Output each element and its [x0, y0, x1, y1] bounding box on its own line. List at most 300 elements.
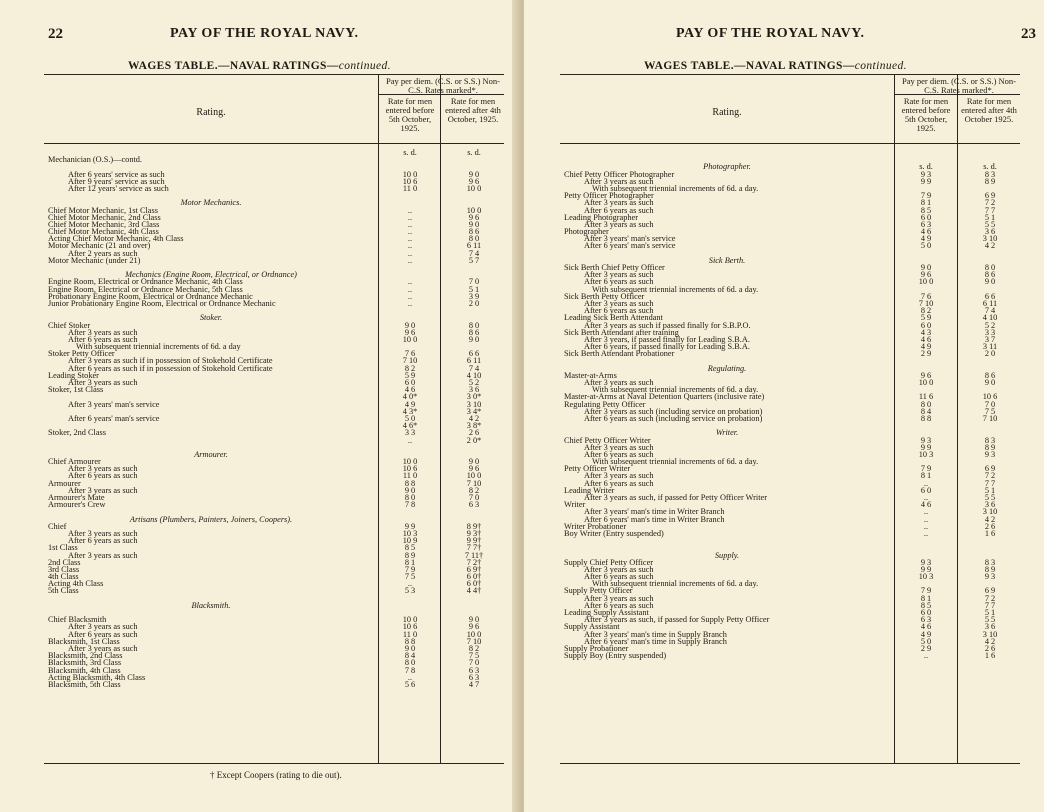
rating-label: Motor Mechanic (21 and over): [48, 241, 151, 251]
table-row: [48, 494, 504, 501]
rate-before: 9 0: [404, 320, 416, 330]
rate-before: 9 9: [920, 442, 932, 452]
rate-after: 9 0: [468, 219, 480, 229]
rating-label: After 3 years' man's time in Writer Branch: [584, 507, 725, 517]
rate-after: 8 3: [984, 169, 996, 179]
rate-before: 7 10: [918, 298, 934, 308]
rate-after: 7 10: [466, 636, 482, 646]
rate-after: 2 0: [468, 298, 480, 308]
rating-label: Leading Supply Assistant: [564, 608, 649, 617]
rating-label: Engine Room, Electrical or Ordnance Mechanic, 5th Class: [48, 284, 243, 294]
table-row: [564, 494, 1020, 501]
rating-label: Supply Assistant: [564, 622, 620, 632]
rate-after: 6 3: [468, 665, 480, 675]
rate-before: 5 0: [920, 241, 932, 251]
rate-after: 3 9: [468, 291, 480, 301]
table-row: [48, 573, 504, 580]
rate-before: 8 8: [920, 413, 932, 423]
rating-label: Boy Writer (Entry suspended): [564, 528, 664, 538]
rate-after: 6 0†: [466, 579, 482, 589]
rating-label: Acting 4th Class: [48, 579, 104, 589]
rating-label: After 3 years as such: [68, 464, 138, 474]
rating-label: After 3 years' man's service: [68, 399, 160, 409]
rate-after: 10 0: [466, 629, 482, 639]
rating-label: After 3 years as such, if passed for Petty Officer Writer: [584, 493, 767, 502]
rate-before: 4 6: [920, 227, 932, 237]
rate-before: 9 9: [404, 521, 416, 531]
rate-after: 6 11: [466, 356, 482, 366]
rating-label: After 6 years as such: [584, 600, 654, 610]
rating-label: Supply Boy (Entry suspended): [564, 651, 667, 661]
rating-label: Blacksmith, 3rd Class: [48, 658, 122, 668]
rate-before: 6 0: [920, 608, 932, 617]
table-row: [564, 350, 1020, 357]
page-number: 22: [48, 26, 63, 42]
rate-after: 6 11: [982, 298, 998, 308]
table-row: [48, 429, 504, 436]
rate-after: 6 9†: [466, 564, 482, 574]
rating-label: Blacksmith, 2nd Class: [48, 651, 123, 661]
table-row: [48, 192, 504, 199]
rate-before: 8 8: [404, 478, 416, 488]
rating-label: After 6 years as such: [68, 471, 138, 481]
rate-after: 7 4: [984, 306, 996, 316]
rate-after: 2 6: [468, 428, 480, 438]
rate-after: 9 3: [984, 449, 996, 459]
table-row: [564, 415, 1020, 422]
rate-after: 3 10: [982, 629, 998, 639]
rate-before: 10 0: [402, 334, 418, 344]
rate-after: 6 9: [984, 464, 996, 474]
col-after-header: Rate for men entered after 4th October, 1925.: [445, 96, 501, 124]
section-heading: Supply.: [714, 550, 740, 560]
rate-before: 6 0: [920, 320, 932, 330]
rate-after: 8 6: [468, 227, 480, 237]
rating-label: Sick Berth Chief Petty Officer: [564, 263, 665, 272]
rating-label: After 6 years as such: [584, 572, 654, 582]
rate-before: 10 0: [918, 277, 934, 287]
rate-before: 4 6: [404, 385, 416, 395]
section-heading: Artisans (Plumbers, Painters, Joiners, Coopers).: [129, 514, 293, 524]
table-row: [48, 609, 504, 616]
rating-label: Chief Motor Mechanic, 1st Class: [48, 205, 158, 215]
table-row: [48, 300, 504, 307]
rating-label: With subsequent triennial increments of 6d. a day.: [592, 579, 759, 589]
rate-before: 5 0: [404, 413, 416, 423]
rate-before: 6 0: [920, 212, 932, 222]
rating-label: Stoker, 1st Class: [48, 385, 104, 395]
rate-before: 8 0: [404, 658, 416, 668]
rating-header: Rating.: [196, 107, 226, 118]
rating-label: After 3 years as such: [68, 643, 138, 653]
rating-label: Chief Motor Mechanic, 4th Class: [48, 227, 159, 237]
rate-before: 9 0: [920, 263, 932, 272]
table-row: [48, 559, 504, 566]
rating-label: With subsequent triennial increments of 6d. a day.: [592, 457, 759, 467]
rate-after: 7 10: [466, 478, 482, 488]
rate-after: 10 0: [466, 205, 482, 215]
rate-after: 7 2: [984, 198, 996, 208]
rate-before: ..: [407, 672, 413, 682]
rate-before: 10 3: [918, 572, 934, 582]
rating-label: Leading Photographer: [564, 212, 638, 222]
rate-after: 3 11: [982, 342, 998, 352]
rate-before: 6 3: [920, 615, 932, 625]
rating-label: Writer: [564, 500, 586, 510]
rate-after: 5 5: [984, 493, 996, 502]
rate-before: 8 5: [920, 600, 932, 610]
rate-before: ..: [407, 234, 413, 244]
table-row: [48, 415, 504, 422]
rating-label: Supply Chief Petty Officer: [564, 557, 654, 567]
table-row: [564, 422, 1020, 429]
rating-label: Sick Berth Attendant after training: [564, 327, 679, 337]
rate-after: 3 10: [982, 234, 998, 244]
rate-after: 7 0: [468, 277, 480, 287]
rate-before: ..: [923, 651, 929, 661]
rating-label: 4th Class: [48, 572, 79, 582]
rate-after: 8 2: [468, 643, 480, 653]
col-after-header: Rate for men entered after 4th October 1925.: [961, 96, 1017, 124]
rate-after: 3 0*: [466, 392, 482, 402]
rate-before: 10 6: [402, 622, 418, 632]
rate-before: 2 9: [920, 643, 932, 653]
running-head: PAY OF THE ROYAL NAVY.: [170, 26, 359, 41]
rating-label: After 3 years as such: [584, 564, 654, 574]
rating-label: After 3 years as such: [68, 485, 138, 495]
table-row: [48, 401, 504, 408]
table-row: [564, 242, 1020, 249]
rate-before: ..: [407, 241, 413, 251]
rate-before: 6 0: [920, 485, 932, 495]
rating-label: Leading Writer: [564, 485, 615, 495]
rating-label: Armourer's Mate: [48, 493, 105, 502]
rate-after: 7 7: [984, 600, 996, 610]
rate-after: 6 11: [466, 241, 482, 251]
rating-label: Stoker Petty Officer: [48, 349, 115, 359]
rating-label: Regulating Petty Officer: [564, 399, 646, 409]
rating-label: After 6 years' man's service: [584, 241, 676, 251]
rate-after: 5 5: [984, 219, 996, 229]
rating-label: Supply Petty Officer: [564, 586, 633, 596]
table-row: [48, 307, 504, 314]
rating-label: Junior Probationary Engine Room, Electrical or Ordnance Mechanic: [48, 298, 276, 308]
table-row: [48, 587, 504, 594]
rate-after: 2 0: [984, 349, 996, 359]
table-row: [564, 638, 1020, 645]
rating-label: Chief Petty Officer Photographer: [564, 169, 675, 179]
rate-after: 7 10: [982, 413, 998, 423]
rate-before: 5 0: [920, 636, 932, 646]
rating-label: After 3 years as such: [68, 378, 138, 387]
rating-label: 3rd Class: [48, 564, 80, 574]
right-page: [524, 0, 1044, 812]
rate-after: 6 9: [984, 191, 996, 201]
rate-before: 9 3: [920, 169, 932, 179]
rating-header: Rating.: [712, 107, 742, 118]
rate-after: 10 0: [466, 183, 482, 193]
rating-label: Master-at-Arms: [564, 370, 617, 380]
table-row: [48, 602, 504, 609]
rate-before: 6 3: [920, 219, 932, 229]
pay-header: Pay per diem. (C.S. or S.S.) Non-C.S. Rates marked*.: [901, 76, 1017, 95]
rating-label: After 3 years as such: [68, 528, 138, 538]
wages-table: [44, 74, 504, 764]
rate-after: 7 2†: [466, 557, 482, 567]
rate-after: 8 0: [468, 234, 480, 244]
table-row: [564, 652, 1020, 659]
section-heading: Stoker.: [199, 313, 223, 323]
rate-before: 10 0: [402, 457, 418, 467]
rate-before: 4 6: [920, 622, 932, 632]
rate-after: 7 0: [984, 399, 996, 409]
rating-label: After 6 years' man's time in Writer Branch: [584, 514, 725, 524]
rating-label: After 6 years as such: [68, 629, 138, 639]
rating-label: After 12 years' service as such: [68, 183, 169, 193]
rate-before: ..: [923, 493, 929, 502]
rate-before: ..: [923, 521, 929, 531]
table-row: [48, 444, 504, 451]
rate-after: 4 2: [984, 636, 996, 646]
rating-label: Chief Blacksmith: [48, 615, 107, 625]
rate-after: 6 9: [984, 586, 996, 596]
rate-before: ..: [407, 219, 413, 229]
rate-after: 3 6: [984, 622, 996, 632]
table-row: [48, 422, 504, 429]
rating-label: After 3 years as such: [584, 593, 654, 603]
rate-after: 7 4: [468, 363, 480, 373]
rate-before: 8 0: [920, 399, 932, 409]
table-row: [48, 487, 504, 494]
table-row: [48, 156, 504, 163]
rate-before: 8 1: [920, 198, 932, 208]
rating-label: Blacksmith, 5th Class: [48, 679, 121, 689]
rate-before: 9 0: [404, 643, 416, 653]
rating-label: With subsequent triennial increments of 6d. a day.: [592, 183, 759, 193]
rate-before: 10 3: [918, 449, 934, 459]
rate-after: 6 3: [468, 672, 480, 682]
rate-before: 7 6: [404, 349, 416, 359]
rating-label: After 6 years' man's service: [68, 413, 160, 423]
rating-label: Master-at-Arms at Naval Detention Quarters (inclusive rate): [564, 392, 765, 402]
rating-label: 1st Class: [48, 543, 78, 553]
rate-after: 5 2: [468, 378, 480, 387]
rate-before: 6 0: [404, 378, 416, 387]
rating-label: Probationary Engine Room, Electrical or Ordnance Mechanic: [48, 291, 253, 301]
rate-after: 4 2: [984, 514, 996, 524]
rate-before: 8 1: [920, 593, 932, 603]
rate-before: 7 8: [404, 500, 416, 510]
rate-before: ..: [407, 291, 413, 301]
section-heading: Motor Mechanics.: [180, 198, 242, 208]
rate-after: 10 0: [466, 471, 482, 481]
rate-after: 5 2: [984, 320, 996, 330]
rate-after: 9 0: [468, 334, 480, 344]
rate-before: 8 5: [404, 543, 416, 553]
col-before-header: Rate for men entered before 5th October, 1925.: [385, 96, 435, 133]
table-row: [564, 221, 1020, 228]
rate-before: 8 5: [920, 205, 932, 215]
rate-after: 5 1: [984, 608, 996, 617]
rate-before: 4 6: [920, 500, 932, 510]
table-row: [48, 566, 504, 573]
rate-after: 9 3†: [466, 528, 482, 538]
rating-label: After 6 years, if passed finally for Leading S.B.A.: [584, 342, 750, 352]
rating-label: Engine Room, Electrical or Ordnance Mechanic, 4th Class: [48, 277, 243, 287]
rating-label: After 3 years, if passed finally for Leading S.B.A.: [584, 334, 750, 344]
table-row: [48, 537, 504, 544]
rate-after: 3 6: [984, 227, 996, 237]
rating-label: Stoker, 2nd Class: [48, 428, 106, 438]
rate-after: 3 4*: [466, 406, 482, 416]
rate-after: 8 6: [468, 327, 480, 337]
pay-header: Pay per diem. (C.S. or S.S.) Non-C.S. Rates marked*.: [385, 76, 501, 95]
rate-before: 8 0: [404, 493, 416, 502]
rate-before: 11 6: [918, 392, 934, 402]
rate-before: 9 3: [920, 435, 932, 445]
table-row: [48, 552, 504, 559]
rating-label: Blacksmith, 1st Class: [48, 636, 120, 646]
rate-after: 1 6: [984, 651, 996, 661]
rating-label: After 3 years' man's service: [584, 234, 676, 244]
rate-before: 9 3: [920, 557, 932, 567]
rate-before: 8 1: [404, 557, 416, 567]
rating-label: Chief: [48, 521, 67, 531]
header-rule: [560, 143, 1020, 144]
rate-after: 7 5: [984, 406, 996, 416]
rating-label: 5th Class: [48, 586, 79, 596]
rate-after: 8 3: [984, 557, 996, 567]
rating-label: After 3 years as such if passed finally for S.B.P.O.: [584, 320, 751, 330]
rate-before: 8 9: [404, 550, 416, 560]
rating-label: After 3 years as such: [584, 176, 654, 186]
rate-after: 3 10: [466, 399, 482, 409]
table-row: [48, 185, 504, 192]
rate-after: 4 4†: [466, 586, 482, 596]
rating-label: 2nd Class: [48, 557, 81, 567]
rate-after: 8 6: [984, 370, 996, 380]
rate-after: 9 0: [984, 277, 996, 287]
table-row: [564, 365, 1020, 372]
table-row: [564, 458, 1020, 465]
rate-before: 9 0: [404, 485, 416, 495]
rate-before: 9 6: [920, 270, 932, 280]
rate-before: 4 6: [920, 334, 932, 344]
table-row: [48, 437, 504, 444]
rate-before: ..: [407, 255, 413, 265]
table-row: [48, 501, 504, 508]
rate-before: 7 9: [920, 191, 932, 201]
rate-after: 9 9†: [466, 536, 482, 546]
rating-label: After 6 years as such: [584, 205, 654, 215]
rate-before: 8 1: [920, 471, 932, 481]
table-row: [564, 156, 1020, 163]
rate-after: 9 0: [468, 169, 480, 179]
rating-label: With subsequent triennial increments of 6d. a day.: [592, 385, 759, 395]
rating-label: Armourer's Crew: [48, 500, 106, 510]
rate-before: ..: [923, 528, 929, 538]
col-before-header: Rate for men entered before 5th October, 1925.: [901, 96, 951, 133]
rating-label: After 3 years as such: [68, 550, 138, 560]
rate-after: 7 7: [984, 478, 996, 488]
rate-before: ..: [407, 579, 413, 589]
rate-before: 10 0: [402, 169, 418, 179]
rate-after: 8 2: [468, 485, 480, 495]
rate-after: 7 7: [984, 205, 996, 215]
rating-label: Photographer: [564, 227, 609, 237]
rating-label: After 3 years as such: [584, 219, 654, 229]
table-row: [48, 365, 504, 372]
rate-before: 5 6: [404, 679, 416, 689]
rate-before: 7 10: [402, 356, 418, 366]
rating-label: Motor Mechanic (under 21): [48, 255, 141, 265]
rate-after: 9 3: [984, 572, 996, 582]
rate-before: ..: [407, 227, 413, 237]
rate-before: s. d.: [403, 148, 417, 157]
rate-before: ..: [407, 284, 413, 294]
rate-after: 6 3: [468, 500, 480, 510]
rate-before: 4 6*: [402, 421, 418, 431]
rating-label: Chief Armourer: [48, 457, 101, 467]
header-rule: [44, 143, 504, 144]
rating-label: After 6 years as such (including service on probation): [584, 413, 763, 423]
rating-label: After 3 years as such if in possession of Stokehold Certificate: [68, 356, 273, 366]
rate-before: 8 4: [920, 406, 932, 416]
rate-after: 9 0: [984, 378, 996, 387]
rate-before: 7 9: [920, 464, 932, 474]
page-number: 23: [1021, 26, 1036, 42]
rating-label: After 6 years as such: [584, 306, 654, 316]
rate-after: 1 6: [984, 528, 996, 538]
rating-label: With subsequent triennial increments of 6d. a day.: [592, 284, 759, 294]
rating-label: Blacksmith, 4th Class: [48, 665, 121, 675]
rate-after: 8 0: [984, 263, 996, 272]
table-row: [48, 595, 504, 602]
rate-before: 9 6: [920, 370, 932, 380]
rate-after: 7 0: [468, 658, 480, 668]
rating-label: With subsequent triennial increments of 6d. a day: [76, 342, 241, 352]
rating-label: Mechanician (O.S.)—contd.: [48, 155, 143, 165]
rate-before: 7 9: [404, 564, 416, 574]
rating-label: Leading Sick Berth Attendant: [564, 313, 663, 323]
table-body: [48, 149, 504, 688]
rating-label: Armourer: [48, 478, 81, 488]
rating-label: After 3 years as such: [68, 327, 138, 337]
rating-label: After 6 years as such: [68, 334, 138, 344]
rate-after: s. d.: [983, 162, 997, 172]
rate-after: 6 0†: [466, 572, 482, 582]
table-row: [564, 544, 1020, 551]
rate-before: ..: [923, 514, 929, 524]
rate-before: 11 0: [402, 471, 418, 481]
rating-label: After 3 years as such: [584, 471, 654, 481]
rate-after: 6 6: [984, 291, 996, 301]
rate-before: 4 0*: [402, 392, 418, 402]
rating-label: After 3 years as such: [584, 378, 654, 387]
rate-before: 7 6: [920, 291, 932, 301]
rate-after: 6 6: [468, 349, 480, 359]
table-row: [564, 357, 1020, 364]
rate-after: 5 7: [468, 255, 480, 265]
section-heading: Photographer.: [703, 162, 751, 172]
rate-after: 4 7: [468, 679, 480, 689]
rate-before: 10 0: [402, 615, 418, 625]
rating-label: After 9 years' service as such: [68, 176, 165, 186]
rate-after: 9 0: [468, 457, 480, 467]
rating-label: After 6 years as such: [68, 536, 138, 546]
rate-after: 9 6: [468, 622, 480, 632]
table-title: WAGES TABLE.—NAVAL RATINGS—continued.: [128, 60, 391, 72]
